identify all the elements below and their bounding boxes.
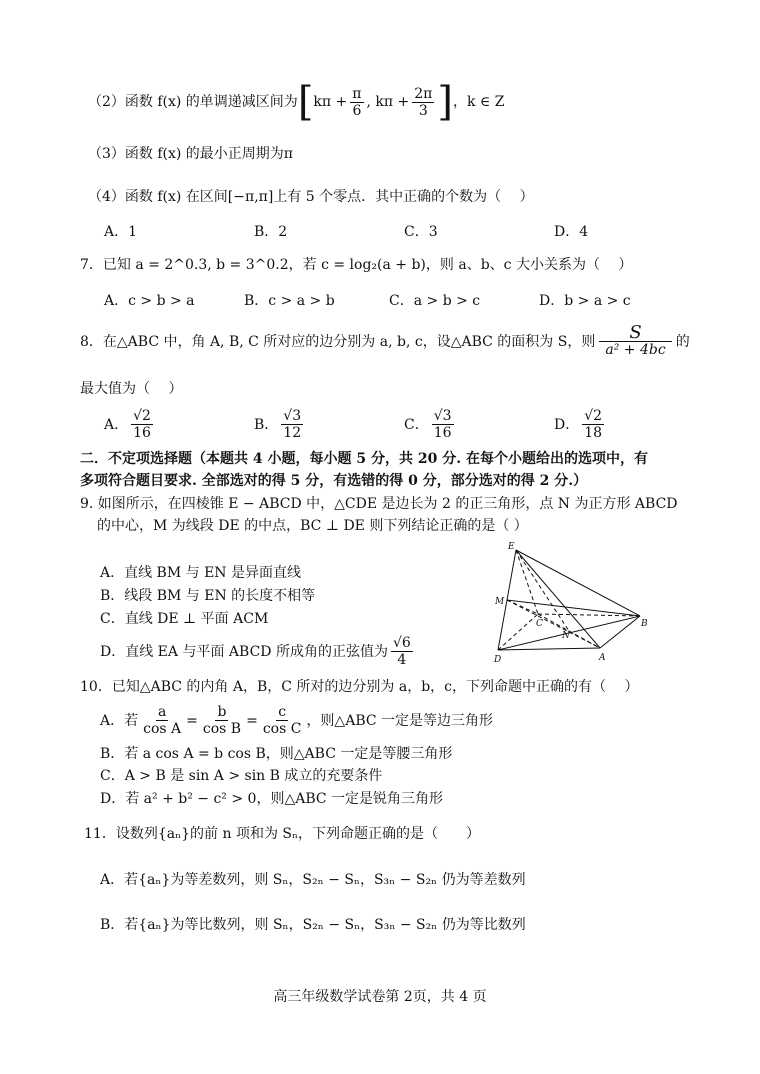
q6-option-a[interactable]: A．1 (104, 224, 138, 240)
q7-option-a[interactable]: A．c > b > a (104, 293, 195, 309)
q10-option-b[interactable]: B．若 a cos A = b cos B，则△ABC 一定是等腰三角形 (100, 746, 453, 762)
q8-stem: 8．在△ABC 中，角 A, B, C 所对应的边分别为 a, b, c，设△ABC 的面积为 S，则 $\frac{S}{\text{a² + 4bc}}$ 的 (80, 322, 690, 358)
q7-option-d[interactable]: D．b > a > c (539, 293, 631, 309)
q6-item4: （4）函数 f(x) 在区间[−π,π]上有 5 个零点．其中正确的个数为（ ） (88, 189, 534, 205)
q10-option-d[interactable]: D．若 a² + b² − c² > 0，则△ABC 一定是锐角三角形 (100, 791, 444, 807)
q11-option-b[interactable]: B．若{aₙ}为等比数列，则 Sₙ，S₂ₙ − Sₙ，S₃ₙ − S₂ₙ 仍为等比数列 (100, 917, 526, 933)
q10-option-a[interactable]: A．若 $\frac{a}{\text{cos A}}$ = $\frac{b}{\text{cos B}}$ = $\frac{c}{\text{cos C}}$ ，则△ABC 一定是等边三角形 (100, 704, 494, 737)
q6-item2 (88, 79, 505, 125)
q9-option-a[interactable]: A．直线 BM 与 EN 是异面直线 (100, 565, 302, 581)
q8-options (104, 404, 664, 444)
q10-option-c[interactable]: C．A > B 是 sin A > sin B 成立的充要条件 (100, 768, 383, 784)
fig-label-m: M (495, 597, 505, 607)
fig-label-a: A (599, 653, 606, 663)
q8-stem-text: 8．在△ABC 中，角 A, B, C 所对应的边分别为 a, b, c，设△ABC 的面积为 S，则 (80, 333, 596, 350)
fig-label-e: E (508, 542, 515, 552)
fig-label-c: C (536, 619, 543, 629)
q11-stem: 11．设数列{aₙ}的前 n 项和为 Sₙ，下列命题正确的是（ ） (84, 826, 481, 842)
page-footer: 高三年级数学试卷第 2页，共 4 页 (273, 989, 487, 1005)
q6-option-b[interactable]: B．2 (254, 224, 288, 240)
q6-item3: （3）函数 f(x) 的最小正周期为π (88, 146, 294, 162)
q6-options (104, 220, 664, 242)
q7-option-b[interactable]: B．c > a > b (244, 293, 335, 309)
q10-stem: 10．已知△ABC 的内角 A，B，C 所对的边分别为 a，b，c，下列命题中正确的有（ ） (80, 679, 639, 695)
q9-stem: 9. 如图所示，在四棱锥 E − ABCD 中，△CDE 是边长为 2 的正三角形，点 N 为正方形 ABCD (80, 496, 678, 512)
q8-stem-2: 最大值为（ ） (80, 381, 183, 397)
q9-stem-2: 的中心，M 为线段 DE 的中点，BC ⊥ DE 则下列结论正确的是（ ） (97, 518, 528, 534)
q8-fraction: $\frac{S}{\text{a² + 4bc}}$ (599, 325, 671, 358)
q9-option-b[interactable]: B．线段 BM 与 EN 的长度不相等 (100, 588, 316, 604)
q7-options (104, 289, 664, 311)
q6-option-c[interactable]: C．3 (404, 224, 438, 240)
q6-item2-domain: ，k ∈ Z (452, 94, 505, 110)
q8-option-b[interactable]: B． $\frac{√3}{12}$ (254, 407, 302, 441)
q6-item2-text: （2）函数 f(x) 的单调递减区间为 (88, 94, 298, 110)
q9-pyramid-figure (490, 540, 660, 666)
q8-option-c[interactable]: C． $\frac{√3}{16}$ (404, 407, 452, 441)
q7-stem: 7．已知 a = 2^0.3, b = 3^0.2，若 c = log₂(a + b)，则 a、b、c 大小关系为（ ） (80, 257, 633, 273)
q11-option-a[interactable]: A．若{aₙ}为等差数列，则 Sₙ，S₂ₙ − Sₙ，S₃ₙ − S₂ₙ 仍为等差数列 (100, 872, 526, 888)
q7-option-c[interactable]: C．a > b > c (389, 293, 481, 309)
fig-label-n: N (562, 631, 570, 641)
q9-option-d[interactable]: D．直线 EA 与平面 ABCD 所成角的正弦值为 $\frac{√6}{4}$ (100, 635, 411, 668)
q8-option-d[interactable]: D． $\frac{√2}{18}$ (554, 407, 603, 441)
section2-heading: 二．不定项选择题（本题共 4 小题，每小题 5 分，共 20 分. 在每个小题给出的选项中，有 (80, 451, 648, 467)
fig-label-b: B (641, 619, 648, 629)
section2-heading-2: 多项符合题目要求. 全部选对的得 5 分，有选错的得 0 分，部分选对的得 2 分.） (80, 473, 588, 489)
q6-option-d[interactable]: D．4 (554, 224, 589, 240)
fig-label-d: D (494, 655, 502, 665)
q9-option-c[interactable]: C．直线 DE ⊥ 平面 ACM (100, 611, 269, 627)
q8-option-a[interactable]: A． $\frac{√2}{16}$ (104, 407, 151, 441)
q6-item2-interval: [ kπ + $\frac{\pi}{6}$ , kπ + $\frac{2\pi}{3}$ ] (297, 79, 453, 125)
